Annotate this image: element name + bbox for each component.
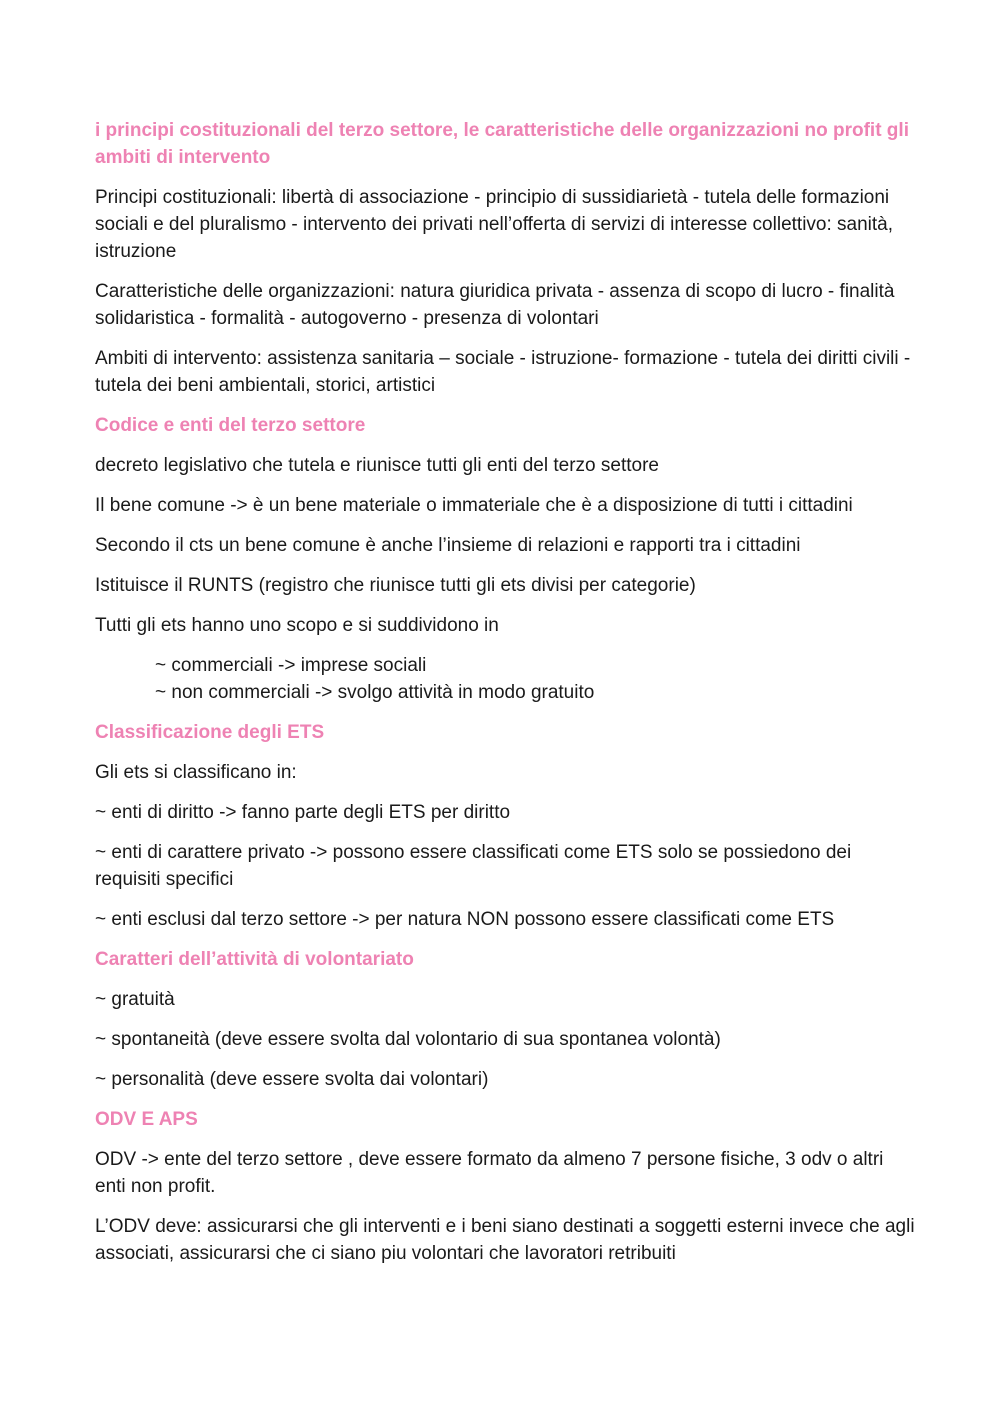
- document-page: [95, 117, 915, 1280]
- paragraph: ~ personalità (deve essere svolta dai volontari): [95, 1069, 489, 1090]
- paragraph: Secondo il cts un bene comune è anche l’insieme di relazioni e rapporti tra i cittadini: [95, 535, 801, 556]
- section-heading-classificazione: Classificazione degli ETS: [95, 722, 325, 743]
- section-heading-odv-aps: ODV E APS: [95, 1109, 198, 1130]
- paragraph: ~ enti di carattere privato -> possono essere classificati come ETS solo se possiedono dei requisiti specifici: [95, 842, 852, 890]
- paragraph: Tutti gli ets hanno uno scopo e si suddividono in: [95, 615, 499, 636]
- indented-list: [155, 652, 915, 706]
- list-item: ~ non commerciali -> svolgo attività in modo gratuito: [155, 682, 595, 703]
- paragraph: Caratteristiche delle organizzazioni: natura giuridica privata - assenza di scopo di lucro - finalità solidaristica - formalità - autogoverno - presenza di volontari: [95, 281, 895, 329]
- paragraph: ~ enti esclusi dal terzo settore -> per natura NON possono essere classificati come ETS: [95, 909, 835, 930]
- paragraph: ~ gratuità: [95, 989, 175, 1010]
- paragraph: L’ODV deve: assicurarsi che gli interventi e i beni siano destinati a soggetti esterni invece che agli associati, assicurarsi che ci siano piu volontari che lavoratori retribuiti: [95, 1216, 915, 1264]
- list-item: ~ commerciali -> imprese sociali: [155, 655, 427, 676]
- paragraph: Ambiti di intervento: assistenza sanitaria – sociale - istruzione- formazione - tutela dei diritti civili - tutela dei beni ambientali, storici, artistici: [95, 348, 911, 396]
- paragraph: Gli ets si classificano in:: [95, 762, 297, 783]
- section-heading-codice: Codice e enti del terzo settore: [95, 415, 366, 436]
- paragraph: decreto legislativo che tutela e riunisce tutti gli enti del terzo settore: [95, 455, 659, 476]
- paragraph: ~ spontaneità (deve essere svolta dal volontario di sua spontanea volontà): [95, 1029, 721, 1050]
- paragraph: Principi costituzionali: libertà di associazione - principio di sussidiarietà - tutela delle formazioni sociali e del pluralismo - intervento dei privati nell’offerta di servizi di interesse collettivo: sanità, istruzione: [95, 187, 894, 262]
- paragraph: ODV -> ente del terzo settore , deve essere formato da almeno 7 persone fisiche, 3 odv o altri enti non profit.: [95, 1149, 884, 1197]
- paragraph: Istituisce il RUNTS (registro che riunisce tutti gli ets divisi per categorie): [95, 575, 696, 596]
- paragraph: ~ enti di diritto -> fanno parte degli ETS per diritto: [95, 802, 511, 823]
- section-heading-volontariato: Caratteri dell’attività di volontariato: [95, 949, 414, 970]
- section-heading-principi: i principi costituzionali del terzo settore, le caratteristiche delle organizzazioni no profit gli ambiti di intervento: [95, 120, 909, 168]
- paragraph: Il bene comune -> è un bene materiale o immateriale che è a disposizione di tutti i cittadini: [95, 495, 853, 516]
